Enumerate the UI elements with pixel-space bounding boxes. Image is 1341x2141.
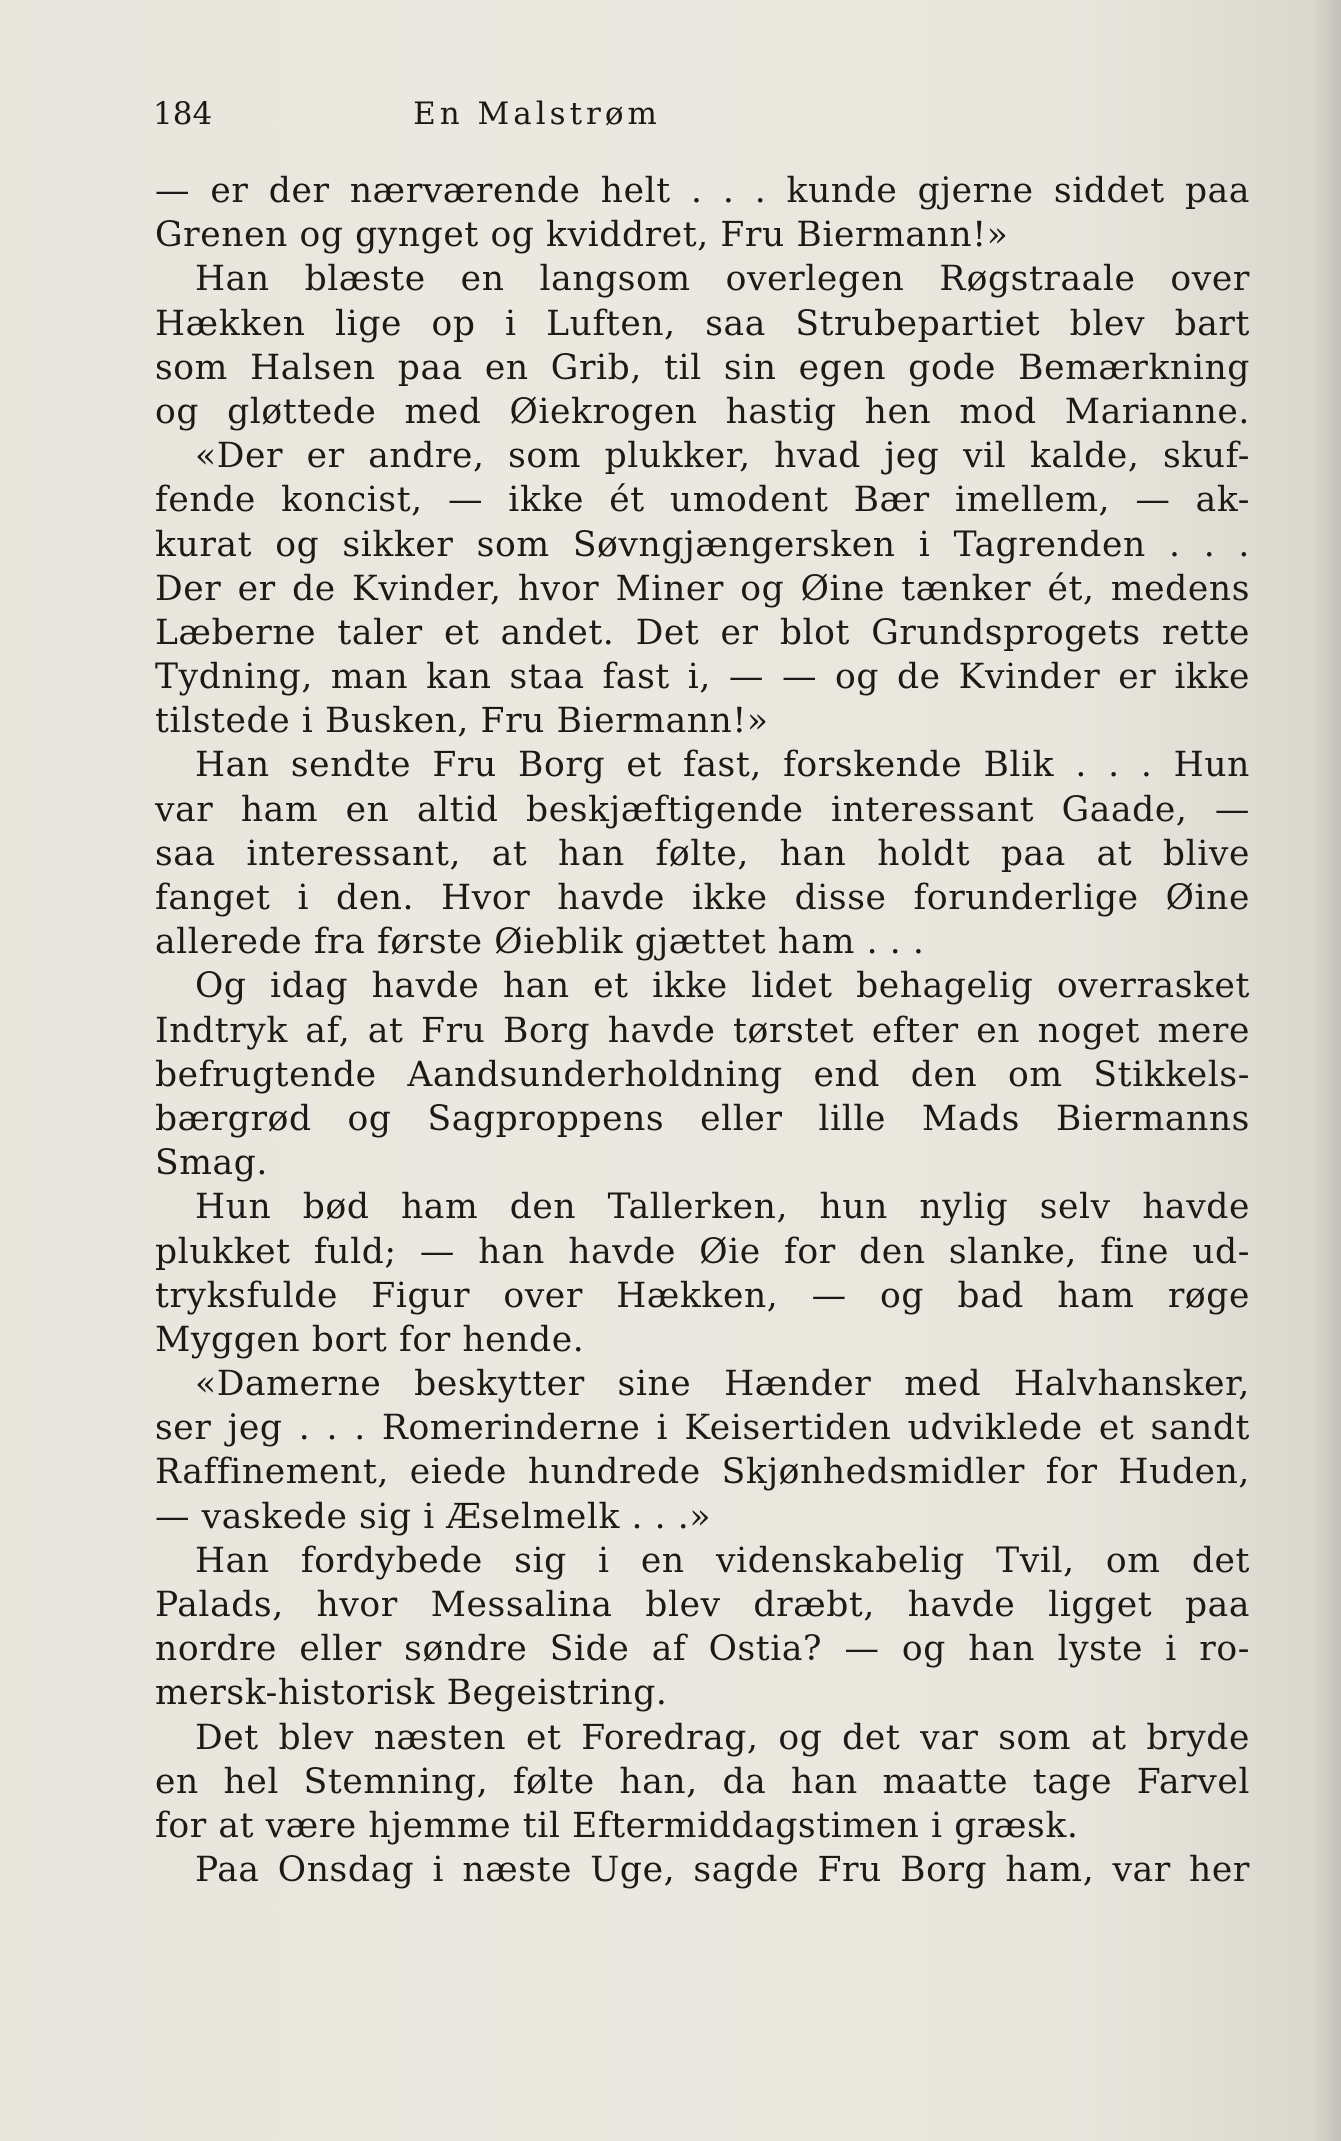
text-line: Han fordybede sig i en videnskabelig Tvil, om det [195,1540,1250,1581]
running-title: En Malstrøm [413,96,661,132]
text-line: saa interessant, at han følte, han holdt paa at blive [155,833,1250,874]
text-line: for at være hjemme til Eftermiddagstimen i græsk. [155,1805,1079,1846]
text-line: tilstede i Busken, Fru Biermann!» [155,701,769,742]
text-line: Hun bød ham den Tallerken, hun nylig selv havde [195,1187,1250,1228]
text-line: som Halsen paa en Grib, til sin egen gode Bemærkning [155,347,1250,388]
text-line: Paa Onsdag i næste Uge, sagde Fru Borg ham, var her [195,1850,1250,1891]
text-line: befrugtende Aandsunderholdning end den om Stikkels- [155,1054,1250,1095]
text-line: mersk-historisk Begeistring. [155,1673,668,1714]
text-line: tryksfulde Figur over Hækken, — og bad ham røge [155,1275,1250,1316]
text-line: Palads, hvor Messalina blev dræbt, havde ligget paa [155,1585,1250,1625]
text-line: Myggen bort for hende. [155,1319,585,1360]
text-line: Han blæste en langsom overlegen Røgstraale over [195,259,1250,300]
text-line: plukket fuld; — han havde Øie for den slanke, fine ud- [155,1231,1250,1272]
text-line: fanget i den. Hvor havde ikke disse forunderlige Øine [155,878,1250,918]
text-line: Tydning, man kan staa fast i, — — og de Kvinder er ikke [155,657,1250,698]
page-header [153,96,1251,136]
text-line: var ham en altid beskjæftigende interessant Gaade, — [155,789,1250,830]
text-line: og gløttede med Øiekrogen hastig hen mod Marianne. [155,391,1250,432]
text-line: kurat og sikker som Søvngjængersken i Tagrenden . . . [155,524,1250,565]
text-line: Raffinement, eiede hundrede Skjønhedsmidler for Huden, [155,1452,1250,1493]
page-number: 184 [153,96,213,132]
text-line: Han sendte Fru Borg et fast, forskende Blik . . . Hun [195,745,1250,786]
text-line: Det blev næsten et Foredrag, og det var som at bryde [195,1717,1250,1758]
text-line: — vaskede sig i Æselmelk . . .» [155,1496,712,1537]
text-line: Og idag havde han et ikke lidet behagelig overrasket [195,966,1250,1007]
text-line: Smag. [155,1143,268,1184]
text-line: ser jeg . . . Romerinderne i Keisertiden udviklede et sandt [155,1408,1250,1449]
page-edge-shadow [1313,0,1341,2141]
text-line: Læberne taler et andet. Det er blot Grundsprogets rette [155,612,1250,653]
text-line: «Damerne beskytter sine Hænder med Halvhansker, [195,1364,1250,1405]
text-line: Indtryk af, at Fru Borg havde tørstet efter en noget mere [155,1010,1250,1051]
text-line: bærgrød og Sagproppens eller lille Mads Biermanns [155,1098,1250,1139]
text-line: — er der nærværende helt . . . kunde gjerne siddet paa [155,171,1250,211]
text-line: nordre eller søndre Side af Ostia? — og han lyste i ro- [155,1629,1250,1670]
text-line: allerede fra første Øieblik gjættet ham . . . [155,922,925,963]
text-line: Grenen og gynget og kviddret, Fru Biermann!» [155,215,1009,256]
text-line: en hel Stemning, følte han, da han maatte tage Farvel [155,1761,1250,1802]
text-line: Hækken lige op i Luften, saa Strubepartiet blev bart [155,303,1250,344]
text-line: «Der er andre, som plukker, hvad jeg vil kalde, skuf- [195,436,1250,477]
text-line: Der er de Kvinder, hvor Miner og Øine tænker ét, medens [155,568,1250,609]
text-line: fende koncist, — ikke ét umodent Bær imellem, — ak- [155,480,1250,521]
body-text [155,169,1250,1892]
